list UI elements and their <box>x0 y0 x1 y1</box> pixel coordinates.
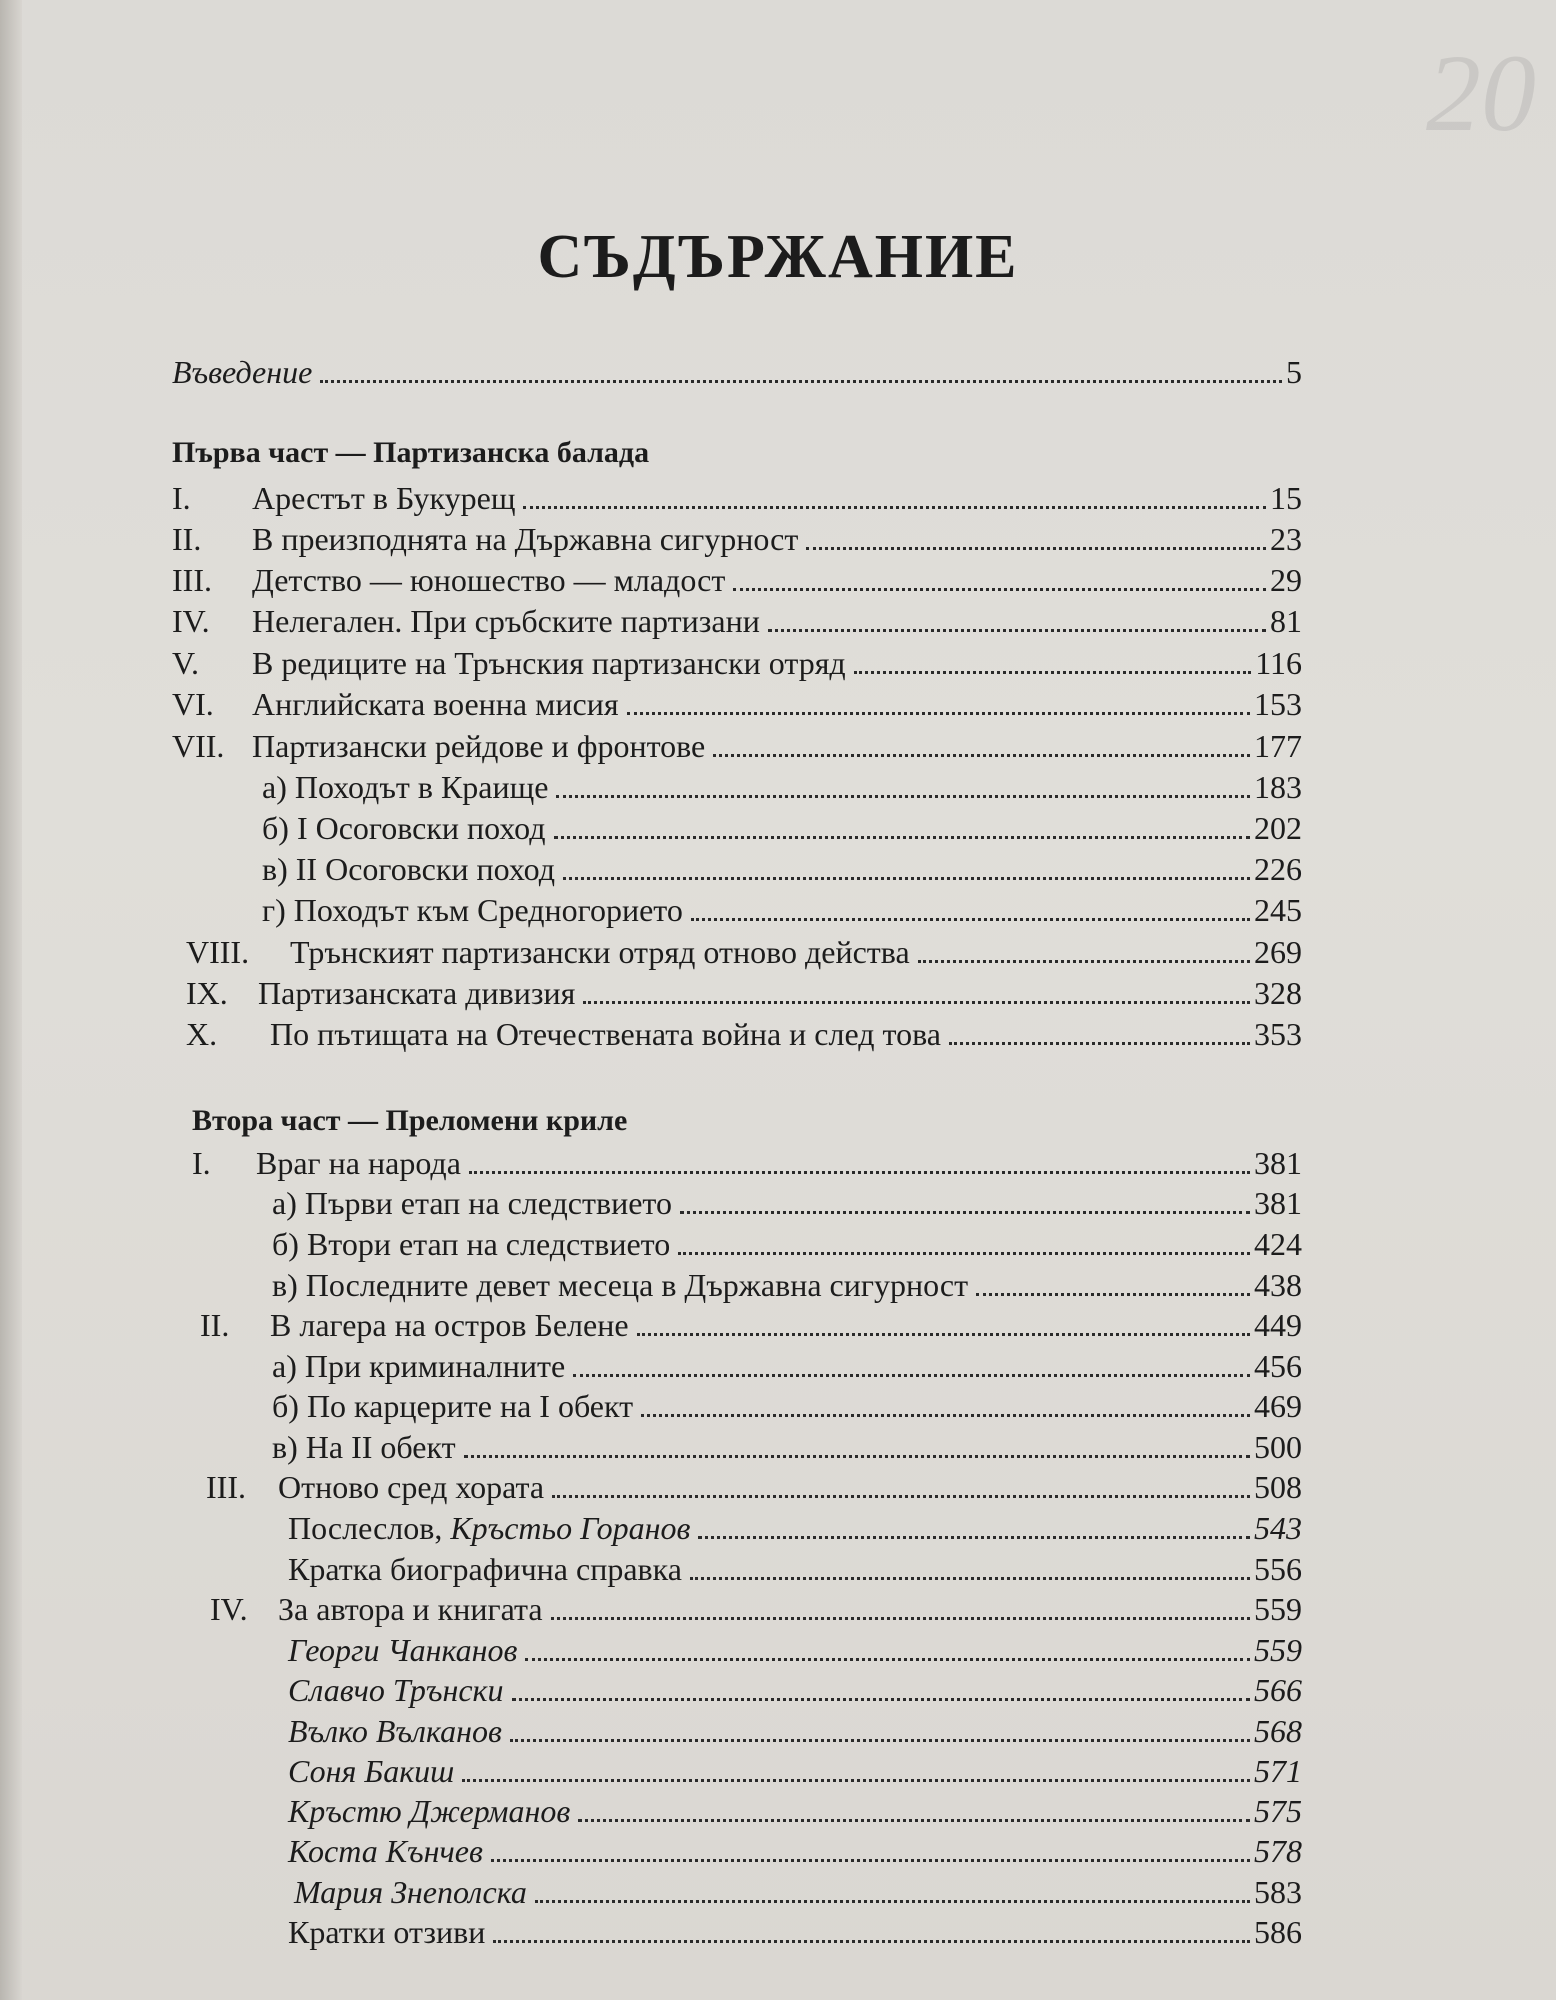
toc-entry <box>206 1467 1302 1507</box>
leader-dots <box>713 752 1250 757</box>
toc-entry-number: III. <box>206 1469 246 1505</box>
toc-entry-number: VII. <box>172 728 225 764</box>
toc-entry-number: I. <box>192 1145 211 1181</box>
leader-dots <box>552 1493 1250 1498</box>
toc-entry-label: В преизподнята на Държавна сигурност <box>252 521 799 557</box>
toc-entry-page: 381 <box>1254 1145 1302 1181</box>
toc-entry-label: За автора и книгата <box>278 1591 543 1627</box>
toc-entry-page: 15 <box>1270 480 1302 516</box>
toc-entry <box>172 601 1302 641</box>
toc-entry-page: 556 <box>1254 1551 1302 1587</box>
toc-entry-page: 508 <box>1254 1469 1302 1505</box>
toc-entry-number: X. <box>186 1016 218 1052</box>
leader-dots <box>510 1737 1250 1742</box>
toc-entry <box>186 973 1302 1013</box>
toc-entry-label: в) Последните девет месеца в Държавна сигурност <box>272 1267 969 1303</box>
toc-entry-label: В редиците на Трънския партизански отряд <box>252 645 846 681</box>
toc-entry-label: Въведение <box>172 354 313 390</box>
toc-entry-label: Георги Чанканов <box>288 1632 518 1668</box>
leader-dots <box>806 545 1266 550</box>
toc-entry-label: Арестът в Букурещ <box>252 480 516 516</box>
toc-entry <box>192 1143 1302 1183</box>
toc-entry-page: 566 <box>1254 1672 1302 1708</box>
leader-dots <box>551 1615 1250 1620</box>
afterword-label: Послеслов, <box>288 1510 451 1546</box>
toc-entry-page: 202 <box>1254 810 1302 846</box>
leader-dots <box>768 627 1266 632</box>
toc-entry-number: I. <box>172 480 191 516</box>
toc-entry-page: 575 <box>1254 1793 1302 1829</box>
leader-dots <box>493 1938 1250 1943</box>
leader-dots <box>556 793 1250 798</box>
toc-entry-number: VI. <box>172 686 214 722</box>
toc-entry-label: Кратки отзиви <box>288 1914 486 1950</box>
toc-subentry <box>288 1912 1302 1952</box>
toc-entry-label: Партизанската дивизия <box>258 975 576 1011</box>
toc-subentry <box>288 1630 1302 1670</box>
toc-entry-number: VIII. <box>186 934 250 970</box>
toc-entry-page: 153 <box>1254 686 1302 722</box>
toc-entry-page: 559 <box>1254 1632 1302 1668</box>
toc-entry-intro <box>172 352 1302 392</box>
leader-dots <box>512 1696 1251 1701</box>
toc-subentry <box>262 808 1302 848</box>
toc-entry <box>210 1589 1302 1629</box>
toc-entry-page: 353 <box>1254 1016 1302 1052</box>
leader-dots <box>320 378 1282 383</box>
part2-heading: Втора част — Преломени криле <box>192 1104 628 1137</box>
toc-entry-label: Кратка биографична справка <box>288 1551 682 1587</box>
toc-entry-page: 456 <box>1254 1348 1302 1384</box>
leader-dots <box>525 1656 1250 1661</box>
leader-dots <box>976 1291 1250 1296</box>
pencil-page-mark: 20 <box>1426 32 1536 154</box>
toc-entry-label: Враг на народа <box>256 1145 461 1181</box>
toc-entry-label: а) При криминалните <box>272 1348 566 1384</box>
toc-entry-page: 543 <box>1254 1510 1302 1546</box>
toc-entry-page: 23 <box>1270 521 1302 557</box>
leader-dots <box>680 1209 1250 1214</box>
toc-entry-label: Партизански рейдове и фронтове <box>252 728 706 764</box>
leader-dots <box>627 710 1250 715</box>
toc-entry-label: б) По карцерите на I обект <box>272 1388 634 1424</box>
leader-dots <box>462 1777 1250 1782</box>
toc-subentry <box>288 1549 1302 1589</box>
page-title: СЪДЪРЖАНИЕ <box>537 223 1019 291</box>
toc-entry-page: 328 <box>1254 975 1302 1011</box>
toc-entry <box>172 519 1302 559</box>
toc-entry-page: 449 <box>1254 1307 1302 1343</box>
toc-entry-page: 568 <box>1254 1713 1302 1749</box>
toc-entry-page: 578 <box>1254 1833 1302 1869</box>
leader-dots <box>690 1575 1250 1580</box>
toc-entry-label: а) Първи етап на следствието <box>272 1185 672 1221</box>
leader-dots <box>583 999 1250 1004</box>
leader-dots <box>491 1857 1250 1862</box>
toc-entry-number: II. <box>200 1307 230 1343</box>
toc-entry <box>172 560 1302 600</box>
toc-entry-label: г) Походът към Средногорието <box>262 892 683 928</box>
leader-dots <box>573 1372 1250 1377</box>
toc-entry <box>172 684 1302 724</box>
toc-entry-page: 116 <box>1255 645 1302 681</box>
toc-entry-label: Отново сред хората <box>278 1469 545 1505</box>
toc-entry-page: 5 <box>1286 354 1302 390</box>
toc-subentry <box>272 1386 1302 1426</box>
toc-entry-label: б) Втори етап на следствието <box>272 1226 671 1262</box>
toc-entry-number: IX. <box>186 975 228 1011</box>
toc-subentry <box>288 1791 1302 1831</box>
toc-entry-page: 559 <box>1254 1591 1302 1627</box>
toc-entry-page: 583 <box>1254 1874 1302 1910</box>
toc-entry-label: Детство — юношество — младост <box>252 562 726 598</box>
toc-subentry <box>272 1346 1302 1386</box>
toc-entry-number: IV. <box>210 1591 248 1627</box>
toc-entry-label: Славчо Трънски <box>288 1672 504 1708</box>
toc-subentry <box>288 1751 1302 1791</box>
toc-entry-page: 500 <box>1254 1429 1302 1465</box>
toc-subentry <box>272 1427 1302 1467</box>
toc-subentry <box>262 849 1302 889</box>
toc-entry-label: в) II Осоговски поход <box>262 851 555 887</box>
toc-entry-number: IV. <box>172 603 210 639</box>
toc-entry-page: 81 <box>1270 603 1302 639</box>
toc-entry-number: V. <box>172 645 199 681</box>
leader-dots <box>464 1453 1250 1458</box>
toc-entry-page: 269 <box>1254 934 1302 970</box>
toc-entry-page: 29 <box>1270 562 1302 598</box>
toc-subentry <box>288 1670 1302 1710</box>
toc-subentry <box>272 1265 1302 1305</box>
toc-entry-label: б) I Осоговски поход <box>262 810 546 846</box>
leader-dots <box>523 504 1266 509</box>
leader-dots <box>949 1040 1250 1045</box>
leader-dots <box>733 586 1266 591</box>
toc-entry <box>200 1305 1302 1345</box>
toc-subentry <box>288 1831 1302 1871</box>
toc-entry-label: Коста Кънчев <box>288 1833 483 1869</box>
toc-entry-page: 177 <box>1254 728 1302 764</box>
leader-dots <box>469 1169 1250 1174</box>
toc-entry-page: 586 <box>1254 1914 1302 1950</box>
toc-entry-page: 424 <box>1254 1226 1302 1262</box>
toc-subentry <box>288 1711 1302 1751</box>
leader-dots <box>918 958 1250 963</box>
toc-entry-page: 469 <box>1254 1388 1302 1424</box>
toc-entry-number: III. <box>172 562 212 598</box>
toc-entry <box>172 726 1302 766</box>
toc-entry-label: Английската военна мисия <box>252 686 619 722</box>
toc-entry-page: 571 <box>1254 1753 1302 1789</box>
toc-subentry <box>272 1224 1302 1264</box>
toc-entry-page: 438 <box>1254 1267 1302 1303</box>
toc-subentry <box>294 1872 1302 1912</box>
toc-entry-label: Соня Бакиш <box>288 1753 455 1789</box>
toc-entry-label: Нелегален. При сръбските партизани <box>252 603 760 639</box>
toc-entry-label: Кръстю Джерманов <box>288 1793 571 1829</box>
toc-entry-page: 245 <box>1254 892 1302 928</box>
leader-dots <box>554 834 1251 839</box>
toc-entry-label <box>288 1508 694 1548</box>
toc-entry-label: По пътищата на Отечествената война и след това <box>270 1016 941 1052</box>
toc-entry <box>172 643 1302 683</box>
toc-subentry <box>262 767 1302 807</box>
toc-entry <box>186 932 1302 972</box>
toc-entry-label: Трънският партизански отряд отново действа <box>290 934 910 970</box>
toc-entry <box>172 478 1302 518</box>
leader-dots <box>698 1534 1250 1539</box>
toc-entry-label: Мария Знеполска <box>294 1874 527 1910</box>
leader-dots <box>578 1817 1250 1822</box>
leader-dots <box>637 1331 1250 1336</box>
toc-entry-label: в) На II обект <box>272 1429 456 1465</box>
leader-dots <box>535 1898 1250 1903</box>
toc-subentry <box>262 890 1302 930</box>
part1-heading: Първа част — Партизанска балада <box>172 436 650 469</box>
toc-entry-label: В лагера на остров Белене <box>270 1307 629 1343</box>
toc-entry-page: 381 <box>1254 1185 1302 1221</box>
leader-dots <box>563 875 1250 880</box>
toc-entry-page: 226 <box>1254 851 1302 887</box>
leader-dots <box>691 916 1250 921</box>
afterword-author: Кръстьо Горанов <box>450 1510 691 1546</box>
toc-entry-label: Вълко Вълканов <box>288 1713 502 1749</box>
page-edge <box>0 0 22 2000</box>
toc-entry-number: II. <box>172 521 202 557</box>
toc-subentry <box>288 1508 1302 1548</box>
leader-dots <box>641 1412 1250 1417</box>
leader-dots <box>854 669 1251 674</box>
toc-entry-label: а) Походът в Краище <box>262 769 549 805</box>
toc-entry-page: 183 <box>1254 769 1302 805</box>
toc-entry <box>186 1014 1302 1054</box>
toc-subentry <box>272 1183 1302 1223</box>
leader-dots <box>678 1250 1250 1255</box>
